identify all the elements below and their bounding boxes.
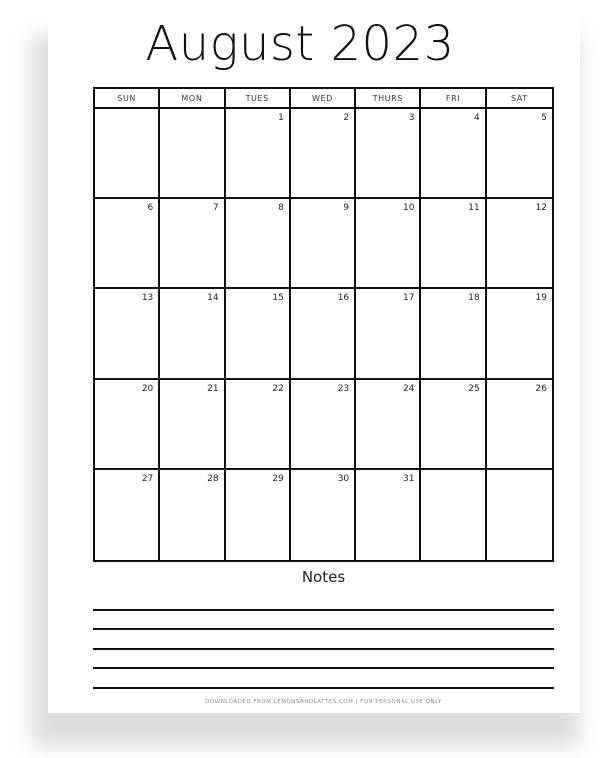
- day-number: 21: [207, 383, 219, 394]
- day-number: 24: [402, 383, 415, 394]
- day-number: 2: [343, 113, 350, 123]
- day-cell: [291, 289, 356, 379]
- day-cell: [160, 470, 225, 560]
- day-cell: [421, 109, 486, 199]
- day-cell: [487, 470, 552, 560]
- day-number: 10: [402, 203, 415, 214]
- day-number: 11: [468, 203, 480, 214]
- day-number: 28: [207, 473, 219, 484]
- day-number: 8: [278, 203, 284, 214]
- day-number: 29: [272, 473, 284, 484]
- day-cell: [95, 289, 160, 379]
- notes-title: Notes: [301, 568, 346, 586]
- day-number: 6: [147, 203, 154, 214]
- day-number: 5: [541, 113, 547, 123]
- footer-credit: DOWNLOADED FROM LEMONSANDLATTES.COM | FOR PERSONAL USE ONLY: [205, 699, 442, 705]
- day-cell: [226, 470, 291, 560]
- day-cell: [95, 199, 160, 289]
- day-of-week-header: FRI: [421, 89, 486, 109]
- day-number: 4: [473, 113, 480, 123]
- calendar-grid: [93, 87, 554, 562]
- day-cell: [160, 380, 225, 470]
- day-number: 15: [272, 293, 284, 304]
- day-cell: [487, 199, 552, 289]
- day-cell: [226, 109, 291, 199]
- day-cell: [95, 470, 160, 560]
- day-of-week-header: SAT: [487, 89, 552, 109]
- note-line: [93, 667, 554, 669]
- day-cell: [291, 109, 356, 199]
- day-number: 30: [337, 473, 350, 484]
- day-cell: [421, 289, 486, 379]
- day-cell: [226, 380, 291, 470]
- note-line: [93, 609, 554, 611]
- day-number: 17: [402, 293, 415, 304]
- day-number: 12: [535, 203, 547, 214]
- day-cell: [487, 109, 552, 199]
- day-cell: [160, 109, 225, 199]
- day-cell: [291, 380, 356, 470]
- day-cell: [487, 380, 552, 470]
- day-cell: [95, 380, 160, 470]
- day-cell: [226, 199, 291, 289]
- day-cell: [356, 289, 421, 379]
- day-cell: [487, 289, 552, 379]
- day-cell: [421, 199, 486, 289]
- day-number: 7: [212, 203, 219, 214]
- day-cell: [356, 109, 421, 199]
- day-number: 14: [207, 293, 219, 304]
- day-number: 3: [408, 113, 415, 123]
- note-line: [93, 648, 554, 650]
- day-of-week-header: THURS: [356, 89, 421, 109]
- day-cell: [95, 109, 160, 199]
- day-cell: [291, 199, 356, 289]
- day-number: 23: [337, 383, 350, 394]
- day-cell: [160, 289, 225, 379]
- day-number: 18: [468, 293, 480, 304]
- day-of-week-header: WED: [291, 89, 356, 109]
- day-number: 25: [468, 383, 480, 394]
- day-number: 27: [141, 473, 154, 484]
- day-number: 1: [278, 113, 284, 123]
- day-cell: [291, 470, 356, 560]
- day-number: 20: [141, 383, 154, 394]
- day-number: 22: [272, 383, 284, 394]
- day-cell: [356, 470, 421, 560]
- day-number: 16: [337, 293, 350, 304]
- day-number: 31: [402, 473, 415, 484]
- day-cell: [226, 289, 291, 379]
- day-cell: [356, 380, 421, 470]
- month-title: August 2023: [145, 16, 455, 72]
- day-of-week-header: MON: [160, 89, 225, 109]
- day-number: 13: [141, 293, 154, 304]
- day-cell: [421, 380, 486, 470]
- day-number: 26: [535, 383, 547, 394]
- day-of-week-header: TUES: [226, 89, 291, 109]
- day-number: 19: [535, 293, 547, 304]
- note-line: [93, 687, 554, 689]
- day-cell: [160, 199, 225, 289]
- day-of-week-header: SUN: [95, 89, 160, 109]
- day-cell: [356, 199, 421, 289]
- day-cell: [421, 470, 486, 560]
- day-number: 9: [343, 203, 350, 214]
- note-line: [93, 628, 554, 630]
